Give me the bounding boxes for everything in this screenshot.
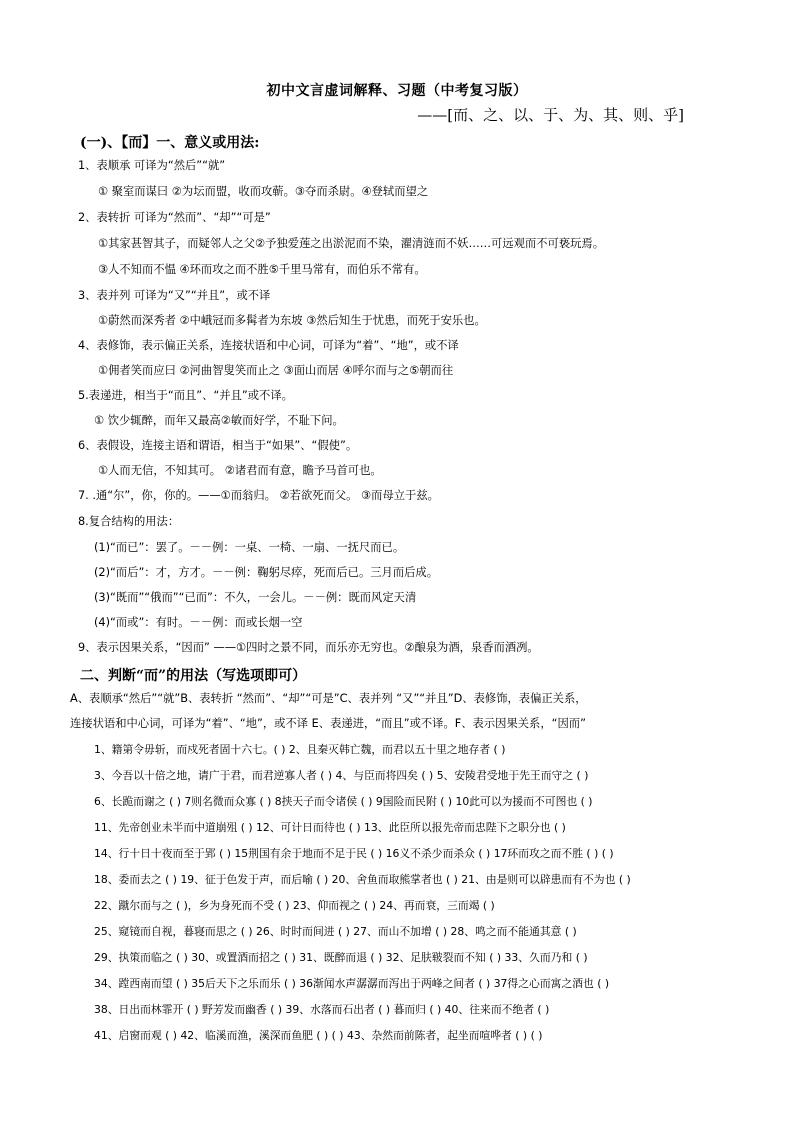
options-intro-line-1: A、表顺承“然后”“就”B、表转折 “然而”、“却”“可是”C、表并列 “又”“并且”D、表修饰，表偏正关系，	[70, 692, 587, 705]
exercise-row: 3、今吾以十倍之地，请广于君，而君逆寡人者 ( ) 4、与臣而将四矣 ( ) 5、安陵君受地于先王而守之 ( )	[94, 769, 589, 782]
exercise-row: 38、日出而林霏开 ( ) 野芳发而幽香 ( ) 39、水落而石出者 ( ) 暮而归 ( ) 40、往来而不绝者 ( )	[94, 1003, 550, 1016]
compound-usage-2: (2)“而后”：才，方才。－－例：鞠躬尽瘁，死而后已。三月而后成。	[94, 566, 439, 579]
usage-examples-5: ① 饮少辄醉，而年又最高②敏而好学，不耻下问。	[94, 414, 344, 427]
exercise-row: 34、蹚西南而望 ( ) 35后天下之乐而乐 ( ) 36渐闻水声潺潺而泻出于两峰之间者 ( ) 37得之心而寓之酒也 ( )	[94, 977, 610, 990]
usage-item-9: 9、表示因果关系，“因而” ——①四时之景不同，而乐亦无穷也。②酿泉为酒，泉香而酒冽。	[78, 641, 539, 654]
usage-item-5: 5.表递进，相当于“而且”、“并且”或不译。	[78, 389, 293, 402]
compound-usage-1: (1)“而已”：罢了。－－例：一桌、一椅、一扇、一抚尺而已。	[94, 541, 405, 554]
exercise-row: 41、启窗而观 ( ) 42、临溪而渔，溪深而鱼肥 ( ) ( ) 43、杂然而前陈者，起坐而喧哗者 ( ) ( )	[94, 1029, 543, 1042]
usage-item-7: 7. .通“尔”，你，你的。——①而翁归。 ②若欲死而父。 ③而母立于兹。	[78, 489, 439, 502]
exercise-row: 1、籍第令毋斩，而戍死者固十六七。( ) 2、且秦灭韩亡魏，而君以五十里之地存者 ( )	[94, 743, 506, 756]
usage-examples-2b: ③人不知而不愠 ④环而攻之而不胜⑤千里马常有，而伯乐不常有。	[98, 263, 426, 276]
document-subtitle: ——[而、之、以、于、为、其、则、乎]	[417, 106, 684, 124]
exercise-row: 14、行十日十夜而至于郢 ( ) 15荆国有余于地而不足于民 ( ) 16义不杀少而杀众 ( ) 17环而攻之而不胜 ( ) ( )	[94, 847, 614, 860]
exercise-row: 11、先帝创业未半而中道崩殂 ( ) 12、可计日而待也 ( ) 13、此臣所以报先帝而忠陛下之职分也 ( )	[94, 821, 566, 834]
usage-item-8: 8.复合结构的用法：	[78, 515, 180, 528]
compound-usage-4: (4)“而或”：有时。－－例：而或长烟一空	[94, 616, 303, 629]
usage-examples-4: ①佣者笑而应曰 ②河曲智叟笑而止之 ③面山而居 ④呼尔而与之⑤朝而往	[98, 364, 454, 377]
document-title: 初中文言虚词解释、习题（中考复习版）	[266, 83, 528, 99]
usage-item-1: 1、表顺承 可译为“然后”“就”	[78, 159, 226, 172]
usage-item-3: 3、表并列 可译为“又”“并且”，或不译	[78, 289, 271, 302]
exercise-row: 29、执策而临之 ( ) 30、或置酒而招之 ( ) 31、既醉而退 ( ) 32、足肤皲裂而不知 ( ) 33、久而乃和 ( )	[94, 951, 588, 964]
exercise-row: 6、长跪而谢之 ( ) 7则名微而众寡 ( ) 8挟天子而令诸侯 ( ) 9国险而民附 ( ) 10此可以为援而不可图也 ( )	[94, 795, 593, 808]
exercise-row: 25、窥镜而自视，暮寝而思之 ( ) 26、时时而间进 ( ) 27、而山不加增 ( ) 28、鸣之而不能通其意 ( )	[94, 925, 577, 938]
usage-item-6: 6、表假设，连接主语和谓语，相当于“如果”、“假使”。	[78, 439, 358, 452]
usage-examples-2a: ①其家甚智其子，而疑邻人之父②予独爱莲之出淤泥而不染，濯清涟而不妖……可远观而不可亵玩焉。	[98, 237, 605, 250]
options-intro-line-2: 连接状语和中心词，可译为“着”、“地”，或不译 E、表递进，“而且”或不译。F、表示因果关系，“因而”	[70, 717, 586, 730]
usage-item-4: 4、表修饰，表示偏正关系，连接状语和中心词，可译为“着”、“地”，或不译	[78, 339, 459, 352]
section2-heading: 二、判断“而”的用法（写选项即可）	[80, 668, 307, 684]
usage-item-2: 2、表转折 可译为“然而”、“却”“可是”	[78, 211, 271, 224]
usage-examples-1: ① 聚室而谋曰 ②为坛而盟，收而攻蕲。③夺而杀尉。④登轼而望之	[98, 185, 429, 198]
usage-examples-3: ①蔚然而深秀者 ②中峨冠而多髯者为东坡 ③然后知生于忧患，而死于安乐也。	[98, 314, 486, 327]
compound-usage-3: (3)“既而”“俄而”“已而”：不久，一会儿。－－例：既而风定天清	[94, 591, 417, 604]
exercise-row: 22、蹴尔而与之 ( )，乡为身死而不受 ( ) 23、仰而视之 ( ) 24、再而衰，三而竭 ( )	[94, 899, 495, 912]
usage-examples-6: ①人而无信，不知其可。 ②诸君而有意，瞻予马首可也。	[98, 464, 382, 477]
section1-heading: (一)、【而】一、意义或用法:	[80, 135, 260, 151]
exercise-row: 18、委而去之 ( ) 19、征于色发于声，而后喻 ( ) 20、舍鱼而取熊掌者也 ( ) 21、由是则可以辟患而有不为也 ( )	[94, 873, 631, 886]
